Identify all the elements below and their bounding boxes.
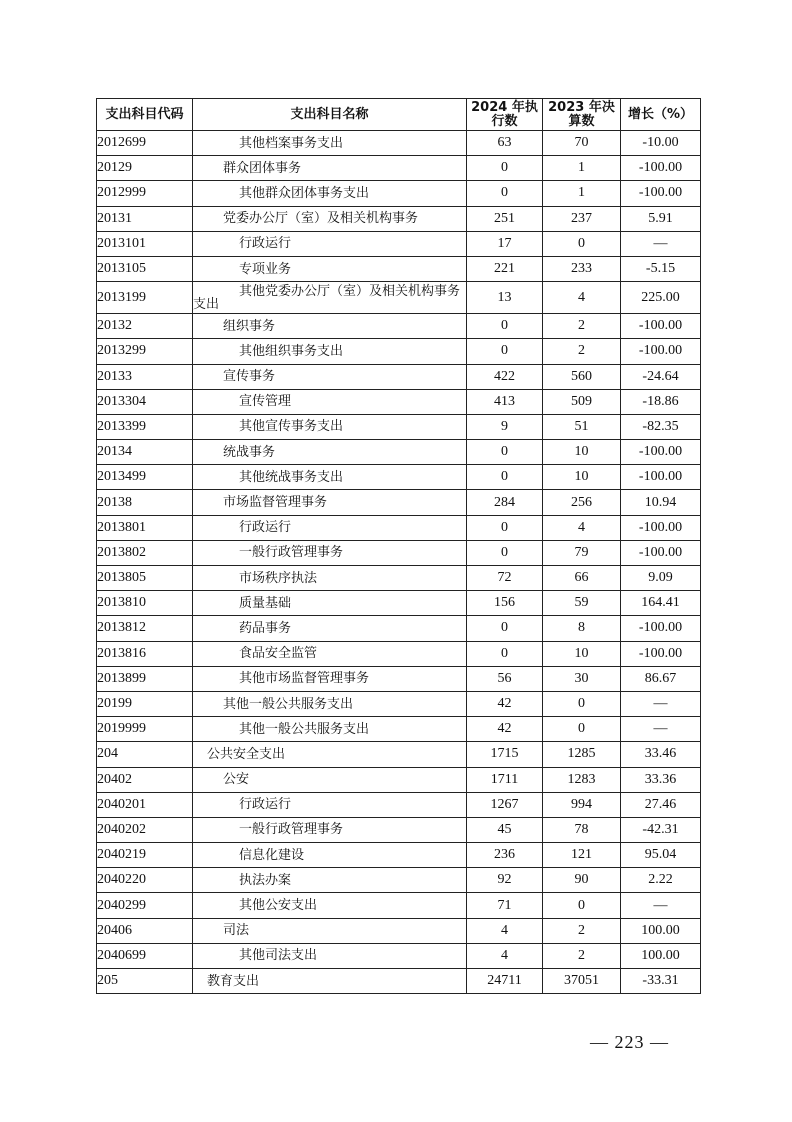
row-final-2023: 78 (543, 817, 621, 842)
row-exec-2024: 72 (467, 566, 543, 591)
row-code: 2040220 (97, 868, 193, 893)
row-exec-2024: 45 (467, 817, 543, 842)
row-code: 2040201 (97, 792, 193, 817)
row-growth: — (621, 893, 701, 918)
row-growth: -100.00 (621, 515, 701, 540)
row-growth: 27.46 (621, 792, 701, 817)
row-name: 公安 (193, 767, 467, 792)
row-name: 宣传管理 (193, 389, 467, 414)
row-code: 20129 (97, 156, 193, 181)
row-growth: -10.00 (621, 131, 701, 156)
row-final-2023: 233 (543, 256, 621, 281)
row-final-2023: 1285 (543, 742, 621, 767)
table-row (97, 767, 701, 792)
table-row (97, 742, 701, 767)
row-final-2023: 0 (543, 893, 621, 918)
row-exec-2024: 92 (467, 868, 543, 893)
row-name: 其他司法支出 (193, 943, 467, 968)
row-name: 其他宣传事务支出 (193, 414, 467, 439)
row-final-2023: 8 (543, 616, 621, 641)
row-final-2023: 66 (543, 566, 621, 591)
row-name: 其他一般公共服务支出 (193, 691, 467, 716)
row-code: 2013101 (97, 231, 193, 256)
table-row (97, 943, 701, 968)
table-row (97, 156, 701, 181)
row-growth: -24.64 (621, 364, 701, 389)
row-exec-2024: 17 (467, 231, 543, 256)
row-growth: -100.00 (621, 314, 701, 339)
row-name: 其他统战事务支出 (193, 465, 467, 490)
row-code: 2013802 (97, 540, 193, 565)
table-row (97, 566, 701, 591)
row-growth: -42.31 (621, 817, 701, 842)
row-growth: -18.86 (621, 389, 701, 414)
row-growth: 164.41 (621, 591, 701, 616)
row-exec-2024: 42 (467, 717, 543, 742)
row-code: 2013299 (97, 339, 193, 364)
row-exec-2024: 63 (467, 131, 543, 156)
table-row (97, 792, 701, 817)
row-exec-2024: 0 (467, 156, 543, 181)
row-code: 2040699 (97, 943, 193, 968)
row-name: 质量基础 (193, 591, 467, 616)
row-name: 司法 (193, 918, 467, 943)
table-row (97, 414, 701, 439)
row-name: 一般行政管理事务 (193, 540, 467, 565)
row-final-2023: 4 (543, 515, 621, 540)
row-growth: 100.00 (621, 918, 701, 943)
row-exec-2024: 1267 (467, 792, 543, 817)
row-name: 行政运行 (193, 231, 467, 256)
row-name: 信息化建设 (193, 843, 467, 868)
row-name: 市场秩序执法 (193, 566, 467, 591)
table-row (97, 666, 701, 691)
row-exec-2024: 13 (467, 282, 543, 314)
row-final-2023: 37051 (543, 969, 621, 994)
row-name: 组织事务 (193, 314, 467, 339)
table-row (97, 515, 701, 540)
table-row (97, 616, 701, 641)
table-row (97, 282, 701, 314)
row-name: 执法办案 (193, 868, 467, 893)
row-exec-2024: 0 (467, 616, 543, 641)
row-code: 2019999 (97, 717, 193, 742)
row-name: 群众团体事务 (193, 156, 467, 181)
row-name: 药品事务 (193, 616, 467, 641)
table-row (97, 256, 701, 281)
row-final-2023: 0 (543, 691, 621, 716)
row-final-2023: 0 (543, 231, 621, 256)
table-row (97, 918, 701, 943)
row-final-2023: 30 (543, 666, 621, 691)
header-growth: 增长（%） (621, 99, 701, 131)
row-exec-2024: 0 (467, 181, 543, 206)
row-name: 统战事务 (193, 440, 467, 465)
table-row (97, 339, 701, 364)
row-exec-2024: 42 (467, 691, 543, 716)
row-final-2023: 2 (543, 339, 621, 364)
row-exec-2024: 1711 (467, 767, 543, 792)
row-growth: -82.35 (621, 414, 701, 439)
row-code: 2013816 (97, 641, 193, 666)
row-code: 20199 (97, 691, 193, 716)
row-name: 专项业务 (193, 256, 467, 281)
table-row (97, 893, 701, 918)
row-code: 2013105 (97, 256, 193, 281)
row-growth: -100.00 (621, 339, 701, 364)
row-exec-2024: 0 (467, 465, 543, 490)
row-final-2023: 2 (543, 314, 621, 339)
row-code: 20132 (97, 314, 193, 339)
row-final-2023: 256 (543, 490, 621, 515)
row-growth: -33.31 (621, 969, 701, 994)
row-name: 其他党委办公厅（室）及相关机构事务支出 (193, 282, 467, 314)
row-final-2023: 2 (543, 918, 621, 943)
row-exec-2024: 71 (467, 893, 543, 918)
table-row (97, 969, 701, 994)
row-growth: 33.36 (621, 767, 701, 792)
row-growth: 225.00 (621, 282, 701, 314)
row-final-2023: 59 (543, 591, 621, 616)
row-growth: — (621, 717, 701, 742)
table-row (97, 465, 701, 490)
row-growth: 5.91 (621, 206, 701, 231)
row-code: 2013304 (97, 389, 193, 414)
row-growth: 95.04 (621, 843, 701, 868)
row-code: 20133 (97, 364, 193, 389)
row-final-2023: 4 (543, 282, 621, 314)
row-code: 2013899 (97, 666, 193, 691)
row-exec-2024: 156 (467, 591, 543, 616)
row-code: 20131 (97, 206, 193, 231)
row-name: 宣传事务 (193, 364, 467, 389)
row-exec-2024: 56 (467, 666, 543, 691)
table-row (97, 868, 701, 893)
row-exec-2024: 0 (467, 339, 543, 364)
table-row (97, 314, 701, 339)
row-name: 一般行政管理事务 (193, 817, 467, 842)
row-code: 204 (97, 742, 193, 767)
table-header-row (97, 99, 701, 131)
row-exec-2024: 236 (467, 843, 543, 868)
row-final-2023: 0 (543, 717, 621, 742)
row-growth: -100.00 (621, 616, 701, 641)
table-row (97, 817, 701, 842)
row-final-2023: 70 (543, 131, 621, 156)
row-final-2023: 51 (543, 414, 621, 439)
row-exec-2024: 0 (467, 515, 543, 540)
row-exec-2024: 4 (467, 943, 543, 968)
row-code: 2012999 (97, 181, 193, 206)
row-code: 2013805 (97, 566, 193, 591)
row-name: 其他一般公共服务支出 (193, 717, 467, 742)
row-exec-2024: 413 (467, 389, 543, 414)
row-exec-2024: 221 (467, 256, 543, 281)
row-final-2023: 560 (543, 364, 621, 389)
row-growth: -100.00 (621, 181, 701, 206)
table-body (97, 131, 701, 994)
header-name: 支出科目名称 (193, 99, 467, 131)
row-growth: -100.00 (621, 540, 701, 565)
row-growth: — (621, 691, 701, 716)
row-growth: -100.00 (621, 641, 701, 666)
table-row (97, 691, 701, 716)
row-final-2023: 1283 (543, 767, 621, 792)
row-final-2023: 10 (543, 641, 621, 666)
row-name: 其他公安支出 (193, 893, 467, 918)
row-exec-2024: 422 (467, 364, 543, 389)
row-name: 教育支出 (193, 969, 467, 994)
row-growth: -100.00 (621, 156, 701, 181)
table-row (97, 364, 701, 389)
table-row (97, 591, 701, 616)
row-code: 2040202 (97, 817, 193, 842)
row-code: 20402 (97, 767, 193, 792)
row-exec-2024: 1715 (467, 742, 543, 767)
row-name: 公共安全支出 (193, 742, 467, 767)
row-name: 其他市场监督管理事务 (193, 666, 467, 691)
row-name: 其他档案事务支出 (193, 131, 467, 156)
row-name: 党委办公厅（室）及相关机构事务 (193, 206, 467, 231)
table-row (97, 540, 701, 565)
row-growth: 100.00 (621, 943, 701, 968)
row-code: 2013812 (97, 616, 193, 641)
row-name: 行政运行 (193, 792, 467, 817)
row-name: 其他群众团体事务支出 (193, 181, 467, 206)
row-code: 2013810 (97, 591, 193, 616)
row-code: 20134 (97, 440, 193, 465)
row-name: 其他组织事务支出 (193, 339, 467, 364)
row-exec-2024: 251 (467, 206, 543, 231)
row-final-2023: 10 (543, 440, 621, 465)
row-final-2023: 509 (543, 389, 621, 414)
row-name: 行政运行 (193, 515, 467, 540)
row-growth: — (621, 231, 701, 256)
page-number: — 223 — (590, 1032, 669, 1052)
row-exec-2024: 284 (467, 490, 543, 515)
row-code: 2013499 (97, 465, 193, 490)
header-final-2023: 2023 年决算数 (543, 99, 621, 131)
header-code: 支出科目代码 (97, 99, 193, 131)
row-growth: -5.15 (621, 256, 701, 281)
row-exec-2024: 4 (467, 918, 543, 943)
row-growth: 10.94 (621, 490, 701, 515)
row-growth: -100.00 (621, 440, 701, 465)
table-row (97, 641, 701, 666)
row-code: 2012699 (97, 131, 193, 156)
row-final-2023: 1 (543, 156, 621, 181)
header-exec-2024: 2024 年执行数 (467, 99, 543, 131)
row-code: 2040219 (97, 843, 193, 868)
row-code: 20406 (97, 918, 193, 943)
row-growth: -100.00 (621, 465, 701, 490)
table-row (97, 131, 701, 156)
row-growth: 86.67 (621, 666, 701, 691)
row-exec-2024: 9 (467, 414, 543, 439)
row-exec-2024: 0 (467, 440, 543, 465)
row-growth: 2.22 (621, 868, 701, 893)
row-growth: 9.09 (621, 566, 701, 591)
row-final-2023: 90 (543, 868, 621, 893)
table-row (97, 389, 701, 414)
table-row (97, 206, 701, 231)
table-row (97, 231, 701, 256)
row-name: 食品安全监管 (193, 641, 467, 666)
table-row (97, 181, 701, 206)
row-exec-2024: 0 (467, 641, 543, 666)
row-final-2023: 10 (543, 465, 621, 490)
row-code: 2040299 (97, 893, 193, 918)
row-code: 20138 (97, 490, 193, 515)
table-row (97, 717, 701, 742)
expenditure-table (96, 98, 701, 994)
row-final-2023: 1 (543, 181, 621, 206)
row-exec-2024: 24711 (467, 969, 543, 994)
table-row (97, 843, 701, 868)
table-row (97, 440, 701, 465)
table-row (97, 490, 701, 515)
row-final-2023: 237 (543, 206, 621, 231)
row-final-2023: 2 (543, 943, 621, 968)
row-growth: 33.46 (621, 742, 701, 767)
row-code: 2013399 (97, 414, 193, 439)
row-exec-2024: 0 (467, 540, 543, 565)
row-code: 2013801 (97, 515, 193, 540)
row-name: 市场监督管理事务 (193, 490, 467, 515)
row-final-2023: 994 (543, 792, 621, 817)
row-final-2023: 79 (543, 540, 621, 565)
row-exec-2024: 0 (467, 314, 543, 339)
row-code: 205 (97, 969, 193, 994)
row-code: 2013199 (97, 282, 193, 314)
row-final-2023: 121 (543, 843, 621, 868)
